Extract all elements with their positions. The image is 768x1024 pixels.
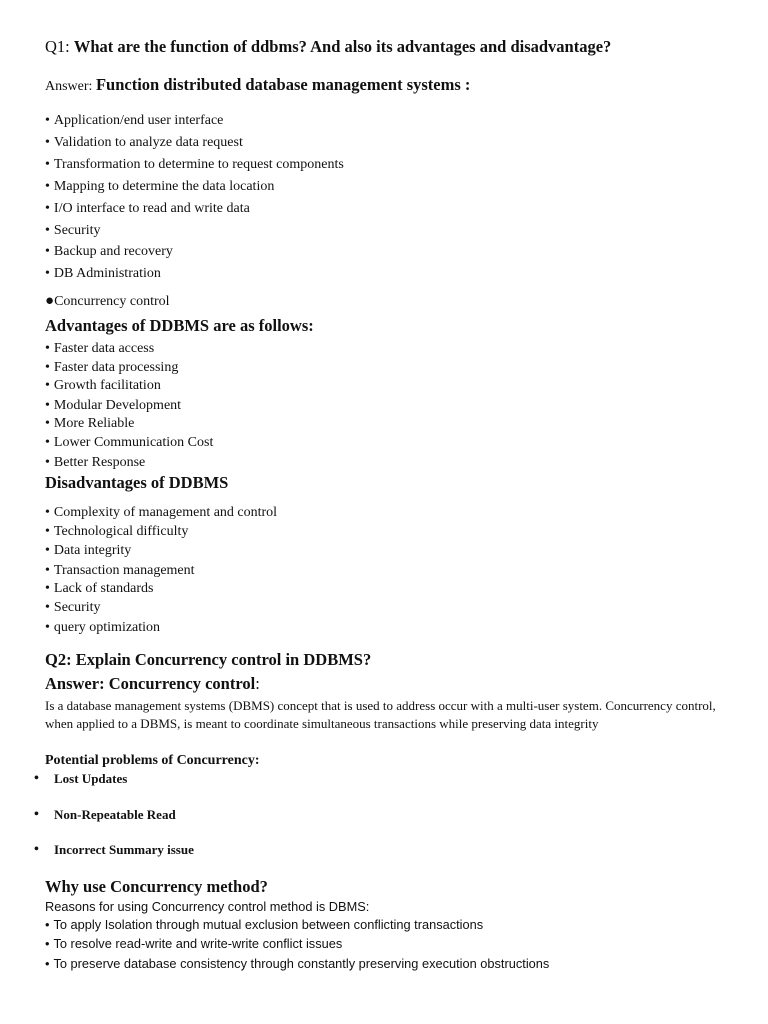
list-item-text: Growth facilitation: [53, 378, 161, 393]
bullet-icon: •: [45, 398, 50, 413]
list-item-text: query optimization: [53, 620, 161, 635]
bullet-icon: •: [45, 113, 50, 128]
bullet-icon: •: [34, 807, 39, 822]
list-item: [45, 359, 178, 377]
bullet-icon: •: [45, 266, 50, 281]
bullet-icon: •: [45, 378, 50, 393]
list-item: [45, 504, 277, 522]
list-item: [45, 956, 549, 971]
list-item: [45, 523, 188, 541]
bullet-icon: •: [45, 201, 50, 216]
list-item-text: To preserve database consistency through constantly preserving execution obstructions: [53, 956, 550, 971]
list-item-text: Incorrect Summary issue: [54, 842, 194, 857]
q2-answer-line: [45, 674, 260, 694]
list-item: [45, 377, 161, 395]
q1-answer-line: [45, 75, 470, 95]
list-item-text: More Reliable: [53, 416, 135, 431]
list-item: [34, 842, 194, 858]
list-item: [45, 936, 342, 951]
list-item-text: Security: [53, 600, 101, 615]
q1-question: What are the function of ddbms? And also its advantages and disadvantage?: [73, 37, 612, 56]
answer-title: Function distributed database management systems :: [95, 75, 471, 94]
list-item-text: Backup and recovery: [53, 244, 173, 259]
q2-answer-colon: :: [255, 674, 260, 693]
bullet-icon: •: [45, 435, 50, 450]
bullet-icon: •: [34, 771, 39, 786]
list-item-text: To apply Isolation through mutual exclusion between conflicting transactions: [53, 917, 484, 932]
bullet-icon: ●: [45, 293, 55, 309]
list-item-text: Lack of standards: [53, 581, 154, 596]
list-item-text: Application/end user interface: [53, 113, 224, 128]
list-item-text: Transaction management: [53, 563, 195, 578]
advantages-heading: Advantages of DDBMS are as follows:: [45, 316, 314, 335]
bullet-icon: •: [45, 600, 50, 615]
bullet-icon: •: [45, 563, 50, 578]
list-item-text: Faster data processing: [53, 360, 179, 375]
list-item-text: Concurrency control: [54, 294, 170, 309]
list-item: [45, 415, 134, 433]
q2-answer-title: Answer: Concurrency control: [45, 674, 256, 693]
list-item-text: Technological difficulty: [53, 524, 189, 539]
problems-heading: Potential problems of Concurrency:: [45, 753, 260, 768]
bullet-icon: •: [45, 157, 50, 172]
q2-paragraph: Is a database management systems (DBMS) concept that is used to address occur with a multi-user system. Concurrency control, when applied to a DBMS, is meant to coordinate simultaneous transactions while preserving data integrity: [45, 698, 716, 731]
bullet-icon: •: [45, 135, 50, 150]
list-item: [45, 619, 160, 637]
bullet-icon: •: [45, 223, 50, 238]
bullet-icon: •: [34, 842, 39, 857]
list-item-text: Lost Updates: [54, 771, 128, 786]
list-item-text: Mapping to determine the data location: [53, 179, 275, 194]
list-item: [45, 562, 195, 580]
list-item-text: Lower Communication Cost: [53, 435, 214, 450]
list-item: [45, 156, 344, 174]
list-item-text: Security: [53, 223, 101, 238]
bullet-icon: •: [45, 917, 50, 932]
bullet-icon: •: [45, 360, 50, 375]
list-item: [45, 200, 250, 218]
list-item-text: Complexity of management and control: [53, 505, 278, 520]
list-item-text: Faster data access: [53, 341, 155, 356]
answer-label: Answer:: [45, 79, 96, 94]
list-item: [45, 134, 243, 152]
bullet-icon: •: [45, 416, 50, 431]
bullet-icon: •: [45, 620, 50, 635]
list-item-text: Data integrity: [53, 543, 132, 558]
q2-heading: Q2: Explain Concurrency control in DDBMS?: [45, 650, 372, 669]
list-item: [45, 292, 170, 311]
list-item: [45, 178, 274, 196]
reasons-intro: Reasons for using Concurrency control method is DBMS:: [45, 899, 370, 914]
list-item-text: Non-Repeatable Read: [54, 807, 176, 822]
bullet-icon: •: [45, 244, 50, 259]
bullet-icon: •: [45, 179, 50, 194]
bullet-icon: •: [45, 505, 50, 520]
bullet-icon: •: [45, 936, 50, 951]
list-item: [45, 243, 173, 261]
list-item-text: DB Administration: [53, 266, 161, 281]
list-item: [45, 599, 101, 617]
list-item: [45, 580, 153, 598]
bullet-icon: •: [45, 455, 50, 470]
list-item: [45, 340, 154, 358]
q1-prefix: Q1:: [45, 37, 74, 56]
list-item-text: To resolve read-write and write-write conflict issues: [53, 936, 343, 951]
list-item-text: Better Response: [53, 455, 146, 470]
list-item: [45, 397, 181, 415]
list-item: [45, 112, 223, 130]
bullet-icon: •: [45, 956, 50, 971]
list-item: [45, 222, 101, 240]
list-item-text: Validation to analyze data request: [53, 135, 243, 150]
list-item: [34, 807, 176, 823]
disadvantages-heading: Disadvantages of DDBMS: [45, 473, 229, 492]
list-item-text: Modular Development: [53, 398, 182, 413]
list-item-text: Transformation to determine to request components: [53, 157, 344, 172]
why-heading: Why use Concurrency method?: [45, 877, 268, 896]
bullet-icon: •: [45, 524, 50, 539]
q1-heading: [45, 37, 611, 57]
list-item: [45, 434, 213, 452]
list-item: [45, 265, 161, 283]
list-item: [34, 771, 128, 787]
list-item-text: I/O interface to read and write data: [53, 201, 250, 216]
list-item: [45, 454, 145, 472]
bullet-icon: •: [45, 341, 50, 356]
list-item: [45, 542, 131, 560]
list-item: [45, 917, 483, 932]
bullet-icon: •: [45, 581, 50, 596]
bullet-icon: •: [45, 543, 50, 558]
